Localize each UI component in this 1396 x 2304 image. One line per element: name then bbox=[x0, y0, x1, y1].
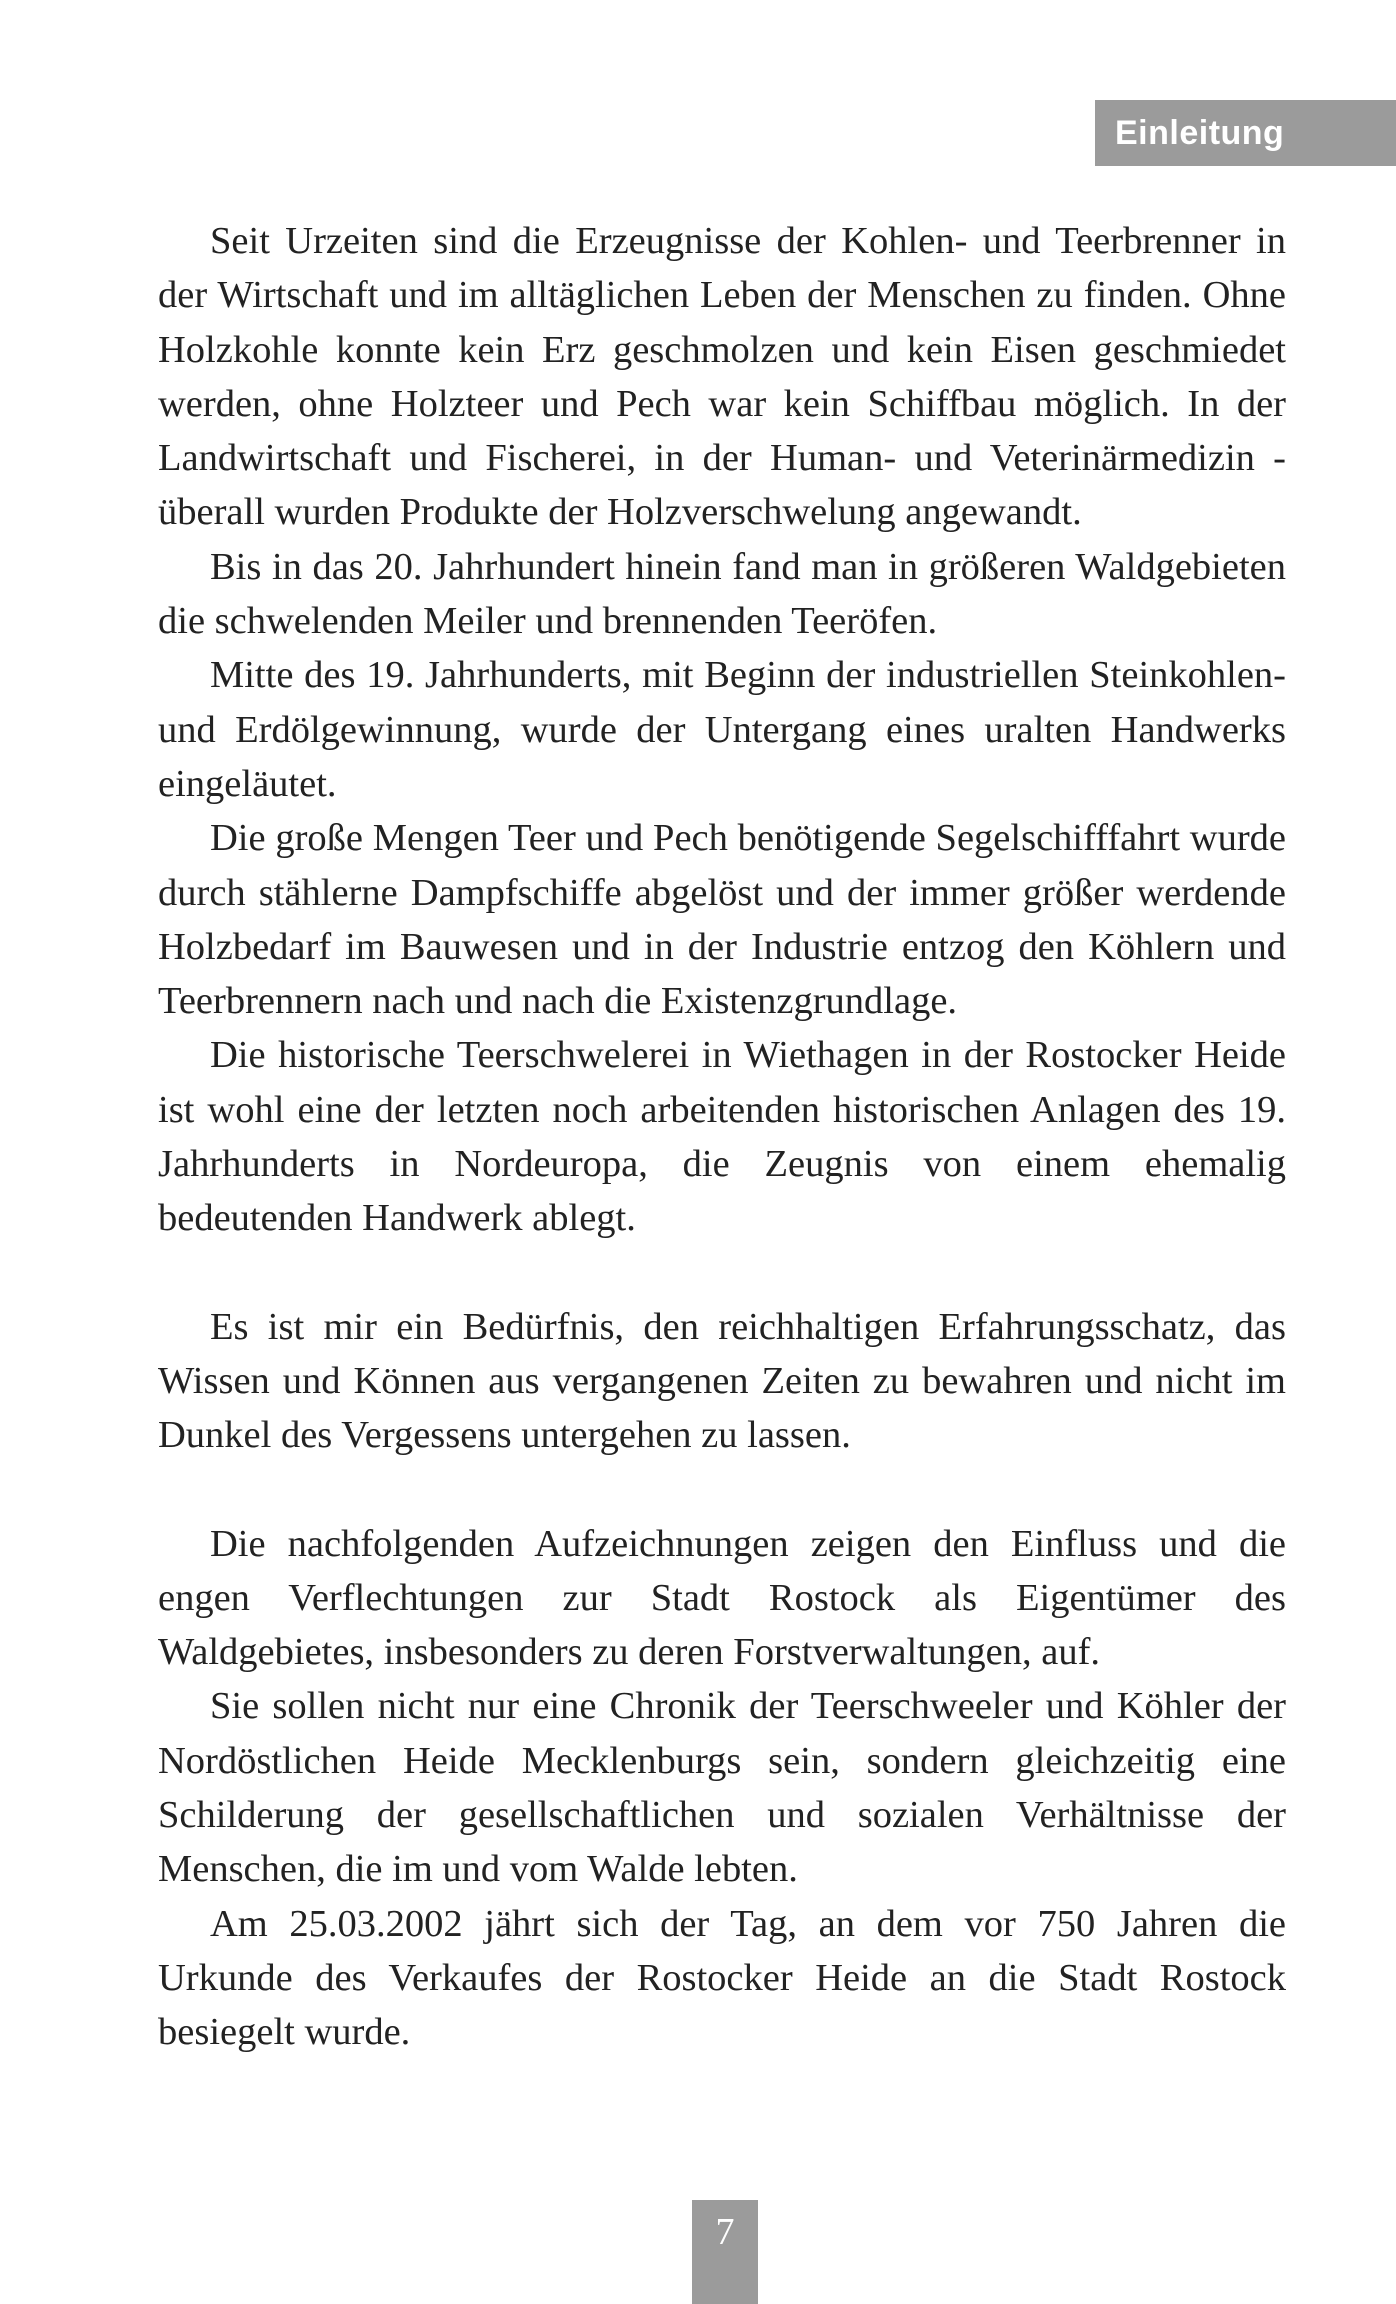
page-number: 7 bbox=[692, 2200, 758, 2304]
paragraph-20th-century: Bis in das 20. Jahrhundert hinein fand man in größeren Waldgebieten die schwelenden Meiler und brennenden Teeröfen. bbox=[158, 545, 1286, 643]
paragraph-wiethagen: Die historische Teerschwelerei in Wiethagen in der Rostocker Heide ist wohl eine der letzten noch arbeitenden historischen Anlagen des 19. Jahrhunderts in Nordeuropa, die Zeugnis von einem ehemalig bedeutenden Handwerk ablegt. bbox=[158, 1034, 1286, 1240]
paragraph-records: Die nachfolgenden Aufzeichnungen zeigen den Einfluss und die engen Verflechtungen zur Stadt Rostock als Eigentümer des Waldgebietes, insbesonders zu deren Forstverwaltungen, auf. bbox=[158, 1522, 1286, 1674]
section-label: Einleitung bbox=[1095, 100, 1396, 166]
paragraph-anniversary: Am 25.03.2002 jährt sich der Tag, an dem vor 750 Jahren die Urkunde des Verkaufes der Rostocker Heide an die Stadt Rostock besiegelt wurde. bbox=[158, 1902, 1286, 2054]
paragraph-intro: Seit Urzeiten sind die Erzeugnisse der Kohlen- und Teerbrenner in der Wirtschaft und im alltäglichen Leben der Menschen zu finden. Ohne Holzkohle konnte kein Erz geschmolzen und kein Eisen geschmiedet werden, ohne Holzteer und Pech war kein Schiffbau möglich. In der Landwirtschaft und Fischerei, in der Human- und Veterinärmedizin - überall wurden Produkte der Holzverschwelung angewandt. bbox=[158, 220, 1286, 534]
paragraph-motivation: Es ist mir ein Bedürfnis, den reichhaltigen Erfahrungsschatz, das Wissen und Können aus vergangenen Zeiten zu bewahren und nicht im Dunkel des Vergessens untergehen zu lassen. bbox=[158, 1305, 1286, 1457]
paragraph-19th-century: Mitte des 19. Jahrhunderts, mit Beginn der industriellen Steinkohlen- und Erdölgewinnung, wurde der Untergang eines uralten Handwerks eingeläutet. bbox=[158, 654, 1286, 805]
body-text bbox=[158, 214, 1286, 2060]
paragraph-sailing-ships: Die große Mengen Teer und Pech benötigende Segelschifffahrt wurde durch stählerne Dampfschiffe abgelöst und der immer größer werdende Holzbedarf im Bauwesen und in der Industrie entzog den Köhlern und Teerbrennern nach und nach die Existenzgrundlage. bbox=[158, 817, 1286, 1023]
paragraph-chronicle: Sie sollen nicht nur eine Chronik der Teerschweeler und Köhler der Nordöstlichen Heide Mecklenburgs sein, sondern gleichzeitig eine Schilderung der gesellschaftlichen und sozialen Verhältnisse der Menschen, die im und vom Walde lebten. bbox=[158, 1685, 1286, 1891]
